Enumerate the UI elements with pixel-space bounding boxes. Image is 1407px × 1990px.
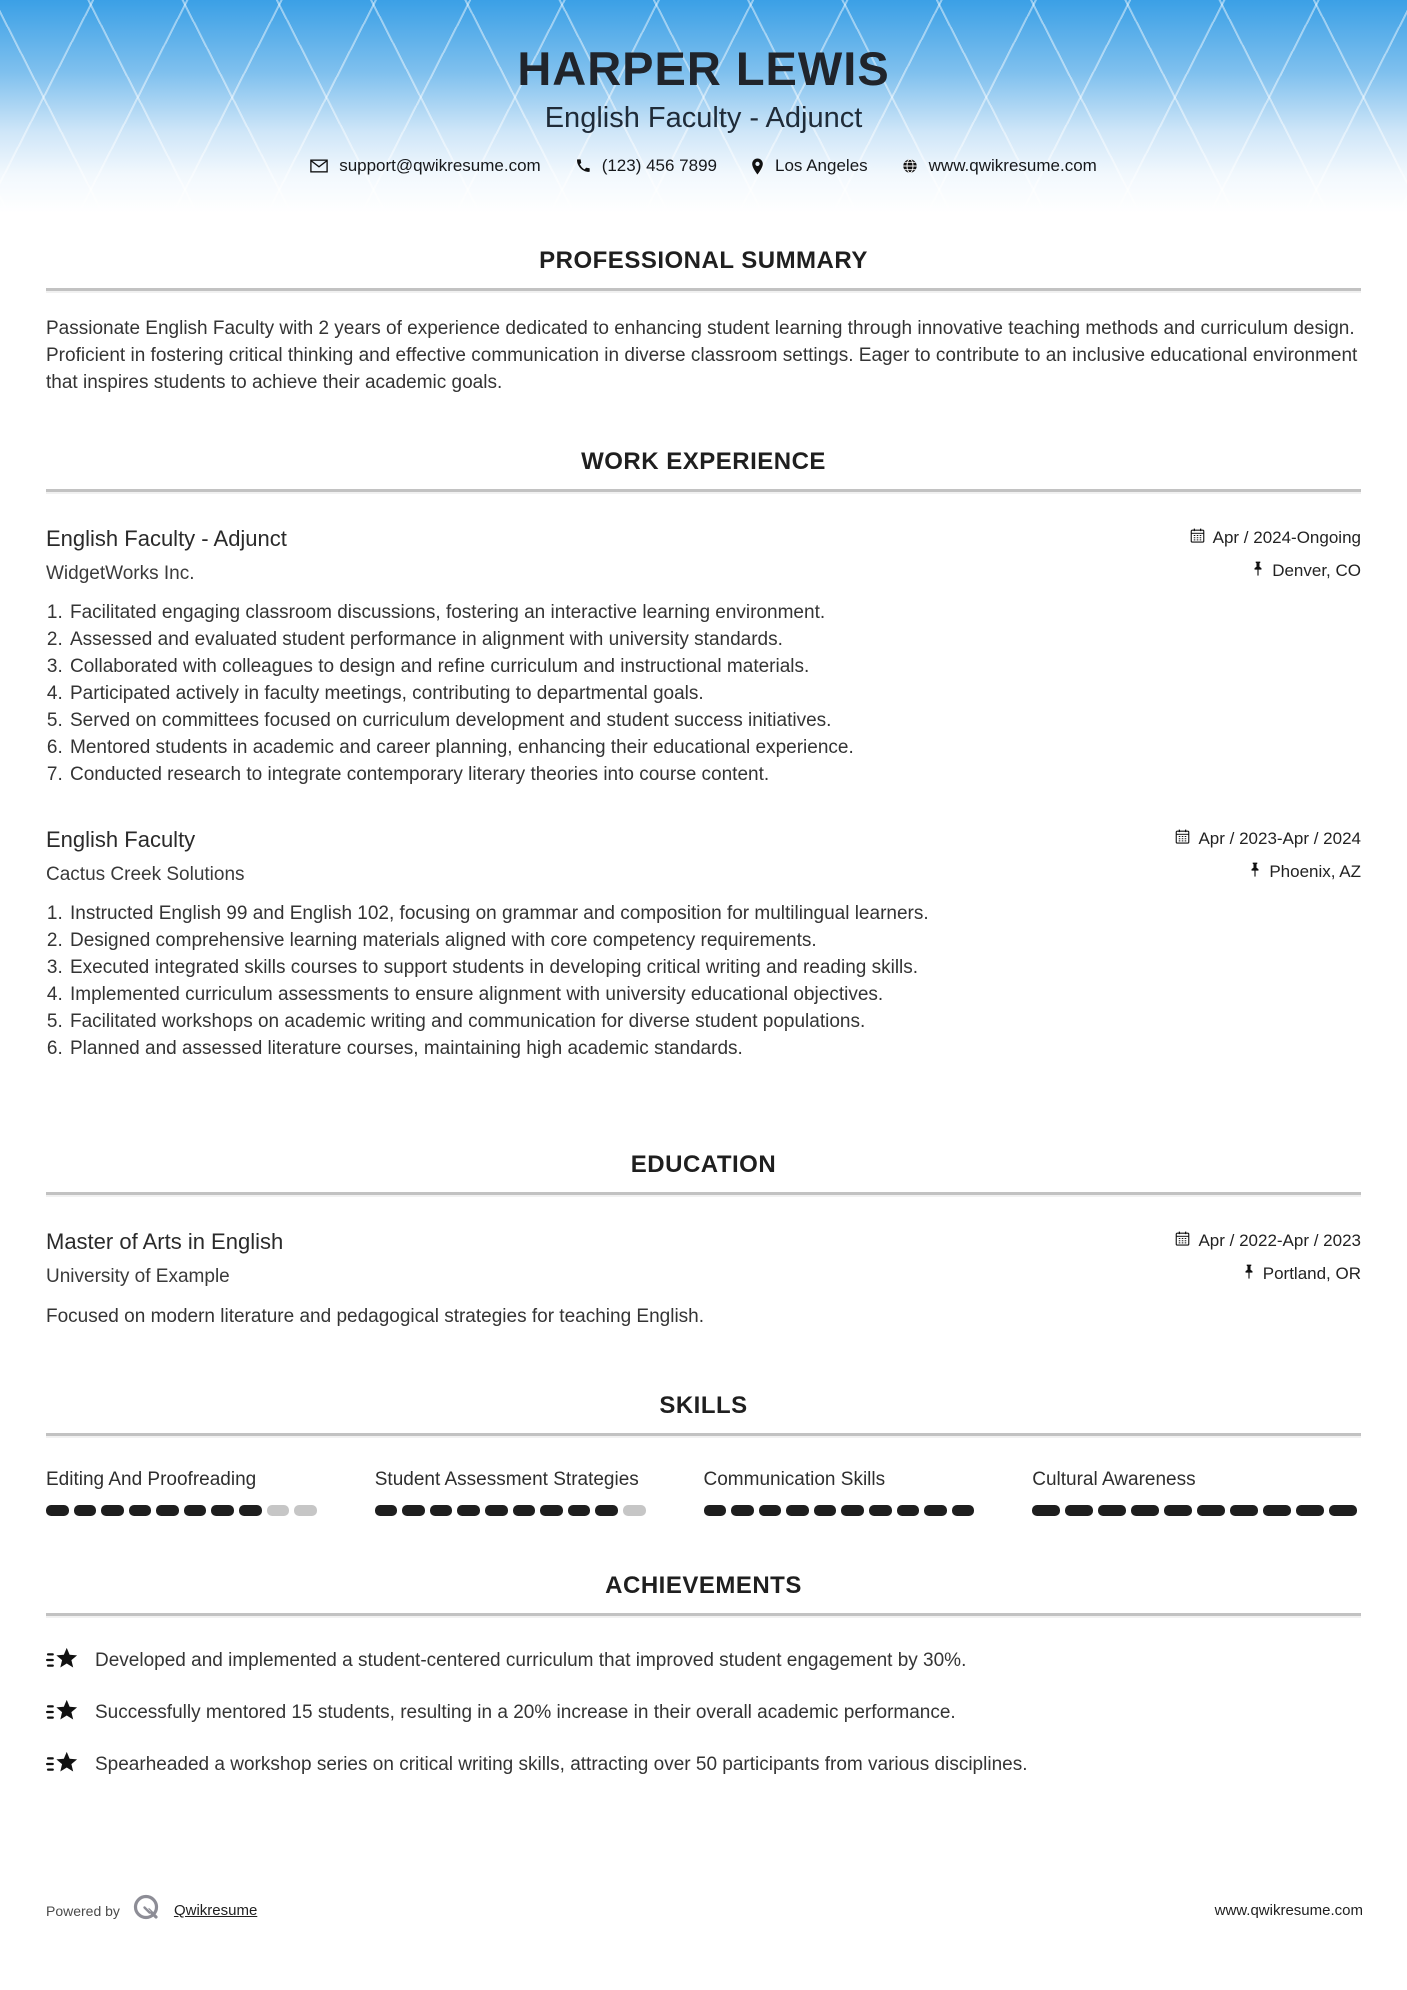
job-bullet: 7. Conducted research to integrate contemporary literary theories into course content. xyxy=(68,764,1361,785)
section-title-experience: WORK EXPERIENCE xyxy=(581,448,826,475)
achievement-item xyxy=(46,1752,1361,1783)
envelope-icon xyxy=(310,159,328,173)
phone-icon xyxy=(575,158,591,174)
job-entry-left xyxy=(46,827,245,886)
footer xyxy=(46,1893,1363,1928)
skill-bar-segment xyxy=(869,1505,892,1516)
globe-icon xyxy=(902,158,918,174)
section-title-achievements: ACHIEVEMENTS xyxy=(605,1572,802,1599)
job-dates-line xyxy=(1190,528,1361,548)
footer-website: www.qwikresume.com xyxy=(1214,1902,1363,1919)
job-bullet: 3. Collaborated with colleagues to design and refine curriculum and instructional materials. xyxy=(68,656,1361,677)
education-meta xyxy=(1175,1229,1361,1284)
education-location: Portland, OR xyxy=(1262,1264,1361,1283)
skill-bar-segment xyxy=(1230,1505,1258,1516)
skill-bar-segment xyxy=(623,1505,646,1516)
skill-bar-segment xyxy=(1263,1505,1291,1516)
contact-location-text: Los Angeles xyxy=(775,156,868,175)
skill-bar-segment xyxy=(1164,1505,1192,1516)
shooting-star-icon xyxy=(46,1700,80,1731)
candidate-title: English Faculty - Adjunct xyxy=(544,102,863,134)
skills-grid xyxy=(46,1466,1361,1516)
skill-bar-segment xyxy=(1098,1505,1126,1516)
contact-phone[interactable] xyxy=(575,156,717,176)
skill-bar-segment xyxy=(101,1505,124,1516)
job-company: WidgetWorks Inc. xyxy=(46,563,195,584)
education-location-line xyxy=(1175,1264,1361,1284)
section-rule xyxy=(46,288,1361,293)
contact-phone-text: (123) 456 7899 xyxy=(601,156,718,175)
pushpin-icon xyxy=(1252,561,1264,581)
skill-bar-segment xyxy=(731,1505,754,1516)
job-bullet: 4. Participated actively in faculty meetings, contributing to departmental goals. xyxy=(68,683,1361,704)
section-title-skills: SKILLS xyxy=(659,1392,748,1419)
achievement-item xyxy=(46,1700,1361,1731)
skill-bar-segment xyxy=(211,1505,234,1516)
skill-bar-segment xyxy=(1197,1505,1225,1516)
skill-bar-segment xyxy=(430,1505,453,1516)
contact-website[interactable] xyxy=(902,156,1097,176)
job-meta xyxy=(1175,827,1361,882)
job-bullet: 1. Facilitated engaging classroom discussions, fostering an interactive learning environment. xyxy=(68,602,1361,623)
skill-bar-segment xyxy=(1329,1505,1357,1516)
job-bullet: 4. Implemented curriculum assessments to ensure alignment with university educational objectives. xyxy=(68,984,1361,1005)
skill-bar xyxy=(704,1505,975,1516)
skill-bar-segment xyxy=(375,1505,398,1516)
job-dates-line xyxy=(1175,829,1361,849)
pushpin-icon xyxy=(1243,1264,1255,1284)
contact-website-text: www.qwikresume.com xyxy=(928,156,1097,175)
skill-item xyxy=(1032,1466,1361,1516)
job-entry xyxy=(46,827,1361,1059)
calendar-icon xyxy=(1175,829,1190,849)
section-title-education: EDUCATION xyxy=(630,1151,777,1178)
location-pin-icon xyxy=(751,158,764,175)
skill-bar-segment xyxy=(1296,1505,1324,1516)
job-bullet: 3. Executed integrated skills courses to support students in developing critical writing and reading skills. xyxy=(68,957,1361,978)
skill-bar-segment xyxy=(46,1505,69,1516)
skill-bar-segment xyxy=(74,1505,97,1516)
skill-bar xyxy=(46,1505,317,1516)
skill-bar-segment xyxy=(402,1505,425,1516)
skill-bar xyxy=(375,1505,646,1516)
skill-bar xyxy=(1032,1505,1357,1516)
pushpin-icon xyxy=(1249,862,1261,882)
job-dates: Apr / 2023-Apr / 2024 xyxy=(1198,829,1361,848)
job-bullet: 2. Assessed and evaluated student performance in alignment with university standards. xyxy=(68,629,1361,650)
skill-bar-segment xyxy=(1032,1505,1060,1516)
skill-bar-segment xyxy=(457,1505,480,1516)
education-dates: Apr / 2022-Apr / 2023 xyxy=(1198,1231,1361,1250)
skill-name: Editing And Proofreading xyxy=(46,1469,257,1490)
skill-bar-segment xyxy=(924,1505,947,1516)
section-title-summary: PROFESSIONAL SUMMARY xyxy=(539,247,868,274)
job-bullet-list xyxy=(46,903,1361,1059)
job-bullet-list xyxy=(46,602,1361,785)
job-location: Phoenix, AZ xyxy=(1269,862,1361,881)
footer-branding xyxy=(46,1893,257,1928)
skill-bar-segment xyxy=(294,1505,317,1516)
skill-item xyxy=(46,1466,375,1516)
contact-location xyxy=(751,156,868,176)
skill-bar-segment xyxy=(129,1505,152,1516)
contact-row xyxy=(0,156,1407,176)
section-rule xyxy=(46,489,1361,494)
skill-bar-segment xyxy=(239,1505,262,1516)
job-bullet: 5. Served on committees focused on curriculum development and student success initiatives. xyxy=(68,710,1361,731)
skill-bar-segment xyxy=(540,1505,563,1516)
skill-bar-segment xyxy=(759,1505,782,1516)
skill-bar-segment xyxy=(485,1505,508,1516)
job-dates: Apr / 2024-Ongoing xyxy=(1212,528,1361,547)
education-description: Focused on modern literature and pedagogical strategies for teaching English. xyxy=(46,1306,705,1327)
skill-name: Communication Skills xyxy=(703,1469,886,1490)
section-rule xyxy=(46,1433,1361,1438)
achievement-text: Developed and implemented a student-centered curriculum that improved student engagement by 30%. xyxy=(95,1650,967,1671)
section-rule xyxy=(46,1613,1361,1618)
skill-bar-segment xyxy=(156,1505,179,1516)
achievement-text: Spearheaded a workshop series on critical writing skills, attracting over 50 participants from various disciplines. xyxy=(95,1754,1028,1775)
candidate-name: HARPER LEWIS xyxy=(517,42,890,95)
education-entry xyxy=(46,1229,1361,1328)
job-location-line xyxy=(1190,561,1361,581)
job-role: English Faculty - Adjunct xyxy=(46,526,287,551)
qwikresume-link[interactable]: Qwikresume xyxy=(173,1902,258,1919)
achievements-list xyxy=(46,1648,1361,1783)
calendar-icon xyxy=(1190,528,1205,548)
education-entry-left xyxy=(46,1229,283,1288)
calendar-icon xyxy=(1175,1231,1190,1251)
skill-bar-segment xyxy=(513,1505,536,1516)
skill-item xyxy=(375,1466,704,1516)
section-rule xyxy=(46,1192,1361,1197)
job-bullet: 1. Instructed English 99 and English 102, focusing on grammar and composition for multilingual learners. xyxy=(68,903,1361,924)
job-bullet: 5. Facilitated workshops on academic writing and communication for diverse student populations. xyxy=(68,1011,1361,1032)
achievement-item xyxy=(46,1648,1361,1679)
skill-bar-segment xyxy=(267,1505,290,1516)
job-location-line xyxy=(1175,862,1361,882)
skill-bar-segment xyxy=(786,1505,809,1516)
job-entry xyxy=(46,526,1361,785)
skill-bar-segment xyxy=(1131,1505,1159,1516)
skill-item xyxy=(704,1466,1033,1516)
qwikresume-logo-icon xyxy=(132,1893,162,1928)
skill-bar-segment xyxy=(184,1505,207,1516)
education-degree: Master of Arts in English xyxy=(46,1229,284,1254)
skill-bar-segment xyxy=(841,1505,864,1516)
header-banner xyxy=(0,0,1407,213)
job-role: English Faculty xyxy=(46,827,196,852)
skill-bar-segment xyxy=(814,1505,837,1516)
shooting-star-icon xyxy=(46,1648,80,1679)
achievement-text: Successfully mentored 15 students, resulting in a 20% increase in their overall academic performance. xyxy=(95,1702,956,1723)
skill-bar-segment xyxy=(595,1505,618,1516)
job-meta xyxy=(1190,526,1361,581)
skill-bar-segment xyxy=(1065,1505,1093,1516)
job-bullet: 6. Planned and assessed literature courses, maintaining high academic standards. xyxy=(68,1038,1361,1059)
contact-email[interactable] xyxy=(310,156,541,176)
job-company: Cactus Creek Solutions xyxy=(46,864,245,885)
skill-name: Cultural Awareness xyxy=(1032,1469,1196,1490)
contact-email-text: support@qwikresume.com xyxy=(339,156,541,175)
education-school: University of Example xyxy=(46,1266,230,1287)
skill-bar-segment xyxy=(897,1505,920,1516)
job-location: Denver, CO xyxy=(1272,561,1361,580)
powered-by-label: Powered by xyxy=(46,1902,120,1919)
experience-list xyxy=(46,526,1361,1059)
job-bullet: 6. Mentored students in academic and career planning, enhancing their educational experience. xyxy=(68,737,1361,758)
education-dates-line xyxy=(1175,1231,1361,1251)
shooting-star-icon xyxy=(46,1752,80,1783)
skill-bar-segment xyxy=(568,1505,591,1516)
skill-bar-segment xyxy=(952,1505,975,1516)
skill-bar-segment xyxy=(704,1505,727,1516)
skill-name: Student Assessment Strategies xyxy=(374,1469,639,1490)
summary-paragraph: Passionate English Faculty with 2 years of experience dedicated to enhancing student learning through innovative teaching methods and curriculum design. Proficient in fostering critical thinking and effective communication in diverse classroom settings. Eager to contribute to an inclusive educational environment that inspires students to achieve their academic goals. xyxy=(46,318,1358,393)
job-entry-left xyxy=(46,526,287,585)
job-bullet: 2. Designed comprehensive learning materials aligned with core competency requirements. xyxy=(68,930,1361,951)
